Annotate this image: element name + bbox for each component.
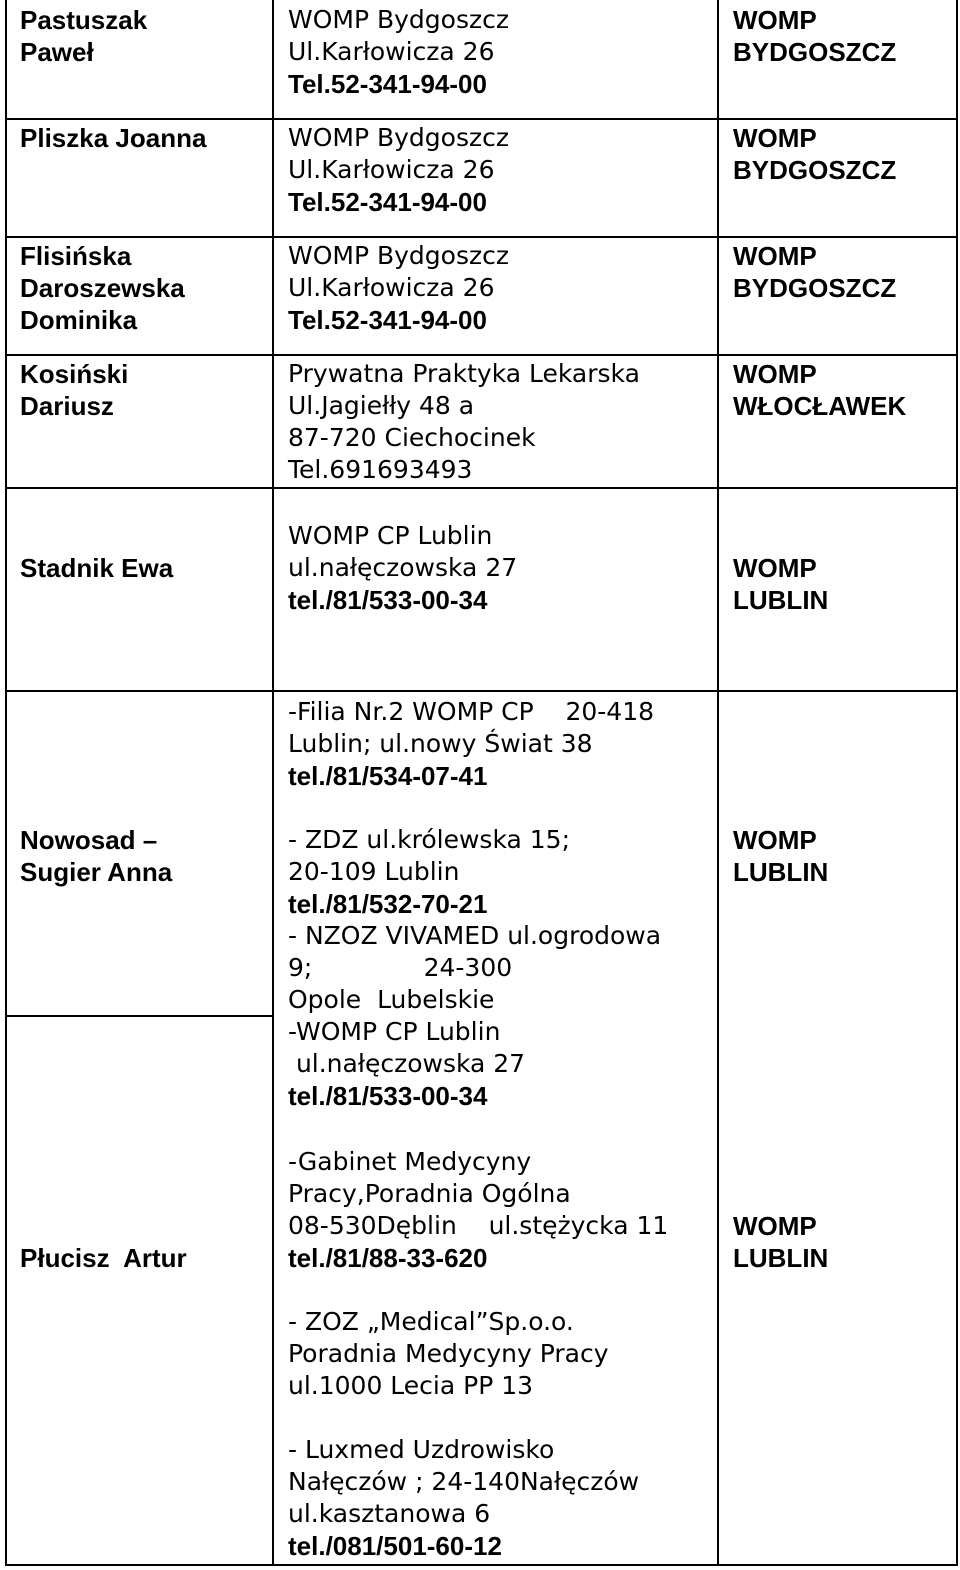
name-line: Kosiński (20, 359, 129, 389)
name-line: Flisińska (20, 241, 132, 271)
institution-address (288, 520, 708, 616)
region-office (733, 358, 958, 422)
person-name (20, 358, 260, 422)
row-divider (5, 354, 958, 356)
region-line: WŁOCŁAWEK (733, 391, 907, 421)
address-line: Opole Lubelskie (288, 985, 495, 1014)
name-line: Nowosad – (20, 825, 158, 855)
phone-number: tel./81/533-00-34 (288, 1081, 488, 1111)
row-divider-partial (5, 1015, 274, 1017)
institution-address (288, 696, 708, 1112)
phone-number: tel./081/501-60-12 (288, 1531, 502, 1561)
region-office (733, 552, 958, 616)
institution-address (288, 240, 708, 336)
table-column-divider-1 (272, 0, 274, 1566)
phone-number: tel./81/534-07-41 (288, 761, 488, 791)
institution-address (288, 122, 708, 218)
address-line: Pracy,Poradnia Ogólna (288, 1179, 571, 1208)
phone-number: Tel.691693493 (288, 455, 473, 484)
region-line: LUBLIN (733, 857, 829, 887)
region-line: WOMP (733, 825, 817, 855)
address-line: -Gabinet Medycyny (288, 1147, 532, 1176)
address-line: Prywatna Praktyka Lekarska (288, 359, 640, 388)
phone-number: Tel.52-341-94-00 (288, 305, 487, 335)
region-office (733, 824, 958, 888)
phone-number: Tel.52-341-94-00 (288, 187, 487, 217)
name-line: Pastuszak (20, 5, 148, 35)
name-line: Pliszka Joanna (20, 123, 207, 153)
region-line: WOMP (733, 359, 817, 389)
institution-address (288, 4, 708, 100)
phone-number: tel./81/533-00-34 (288, 585, 488, 615)
address-line: 9; 24-300 (288, 953, 513, 982)
address-line: 08-530Dęblin ul.stężycka 11 (288, 1211, 669, 1240)
person-name (20, 552, 260, 584)
address-line: -WOMP CP Lublin (288, 1017, 501, 1046)
address-line: -Filia Nr.2 WOMP CP 20-418 (288, 697, 655, 726)
address-line: WOMP CP Lublin (288, 521, 493, 550)
address-line: Ul.Karłowicza 26 (288, 37, 495, 66)
name-line: Daroszewska (20, 273, 185, 303)
address-line: - ZDZ ul.królewska 15; (288, 825, 570, 854)
region-office (733, 1210, 958, 1274)
name-line: Stadnik Ewa (20, 553, 174, 583)
region-office (733, 4, 958, 68)
region-line: WOMP (733, 1211, 817, 1241)
region-line: BYDGOSZCZ (733, 37, 897, 67)
address-line: WOMP Bydgoszcz (288, 5, 509, 34)
address-spacer (288, 1402, 708, 1434)
region-line: BYDGOSZCZ (733, 155, 897, 185)
address-line: WOMP Bydgoszcz (288, 123, 509, 152)
address-line: - Luxmed Uzdrowisko (288, 1435, 555, 1464)
region-line: WOMP (733, 5, 817, 35)
institution-address (288, 1146, 708, 1562)
name-line: Płucisz Artur (20, 1243, 187, 1273)
name-line: Sugier Anna (20, 857, 173, 887)
address-line: ul.nałęczowska 27 (288, 1049, 526, 1078)
region-line: WOMP (733, 553, 817, 583)
row-divider (5, 487, 958, 489)
region-line: LUBLIN (733, 1243, 829, 1273)
person-name (20, 824, 260, 888)
address-line: Ul.Karłowicza 26 (288, 273, 495, 302)
person-name (20, 122, 260, 154)
row-divider (5, 690, 958, 692)
address-line: Poradnia Medycyny Pracy (288, 1339, 609, 1368)
address-line: Ul.Karłowicza 26 (288, 155, 495, 184)
row-divider (5, 118, 958, 120)
table-border-right (956, 0, 958, 1566)
address-line: Ul.Jagiełły 48 a (288, 391, 475, 420)
region-office (733, 240, 958, 304)
person-name (20, 240, 260, 336)
table-column-divider-2 (717, 0, 719, 1566)
address-line: WOMP Bydgoszcz (288, 241, 509, 270)
address-line: 20-109 Lublin (288, 857, 460, 886)
address-spacer (288, 1274, 708, 1306)
address-line: ul.1000 Lecia PP 13 (288, 1371, 534, 1400)
institution-address (288, 358, 708, 486)
address-line: Lublin; ul.nowy Świat 38 (288, 729, 593, 758)
address-line: - ZOZ „Medical”Sp.o.o. (288, 1307, 574, 1336)
region-line: BYDGOSZCZ (733, 273, 897, 303)
person-name (20, 4, 260, 68)
person-name (20, 1242, 260, 1274)
phone-number: tel./81/88-33-620 (288, 1243, 488, 1273)
name-line: Dariusz (20, 391, 114, 421)
address-line: Nałęczów ; 24-140Nałęczów (288, 1467, 640, 1496)
region-line: WOMP (733, 123, 817, 153)
phone-number: Tel.52-341-94-00 (288, 69, 487, 99)
address-line: 87-720 Ciechocinek (288, 423, 536, 452)
region-line: LUBLIN (733, 585, 829, 615)
name-line: Paweł (20, 37, 94, 67)
address-line: ul.nałęczowska 27 (288, 553, 518, 582)
address-spacer (288, 792, 708, 824)
address-line: ul.kasztanowa 6 (288, 1499, 491, 1528)
phone-number: tel./81/532-70-21 (288, 889, 488, 919)
region-line: WOMP (733, 241, 817, 271)
row-divider (5, 236, 958, 238)
table-border-left (5, 0, 7, 1566)
name-line: Dominika (20, 305, 138, 335)
address-line: - NZOZ VIVAMED ul.ogrodowa (288, 921, 662, 950)
table-border-bottom (5, 1564, 958, 1566)
region-office (733, 122, 958, 186)
